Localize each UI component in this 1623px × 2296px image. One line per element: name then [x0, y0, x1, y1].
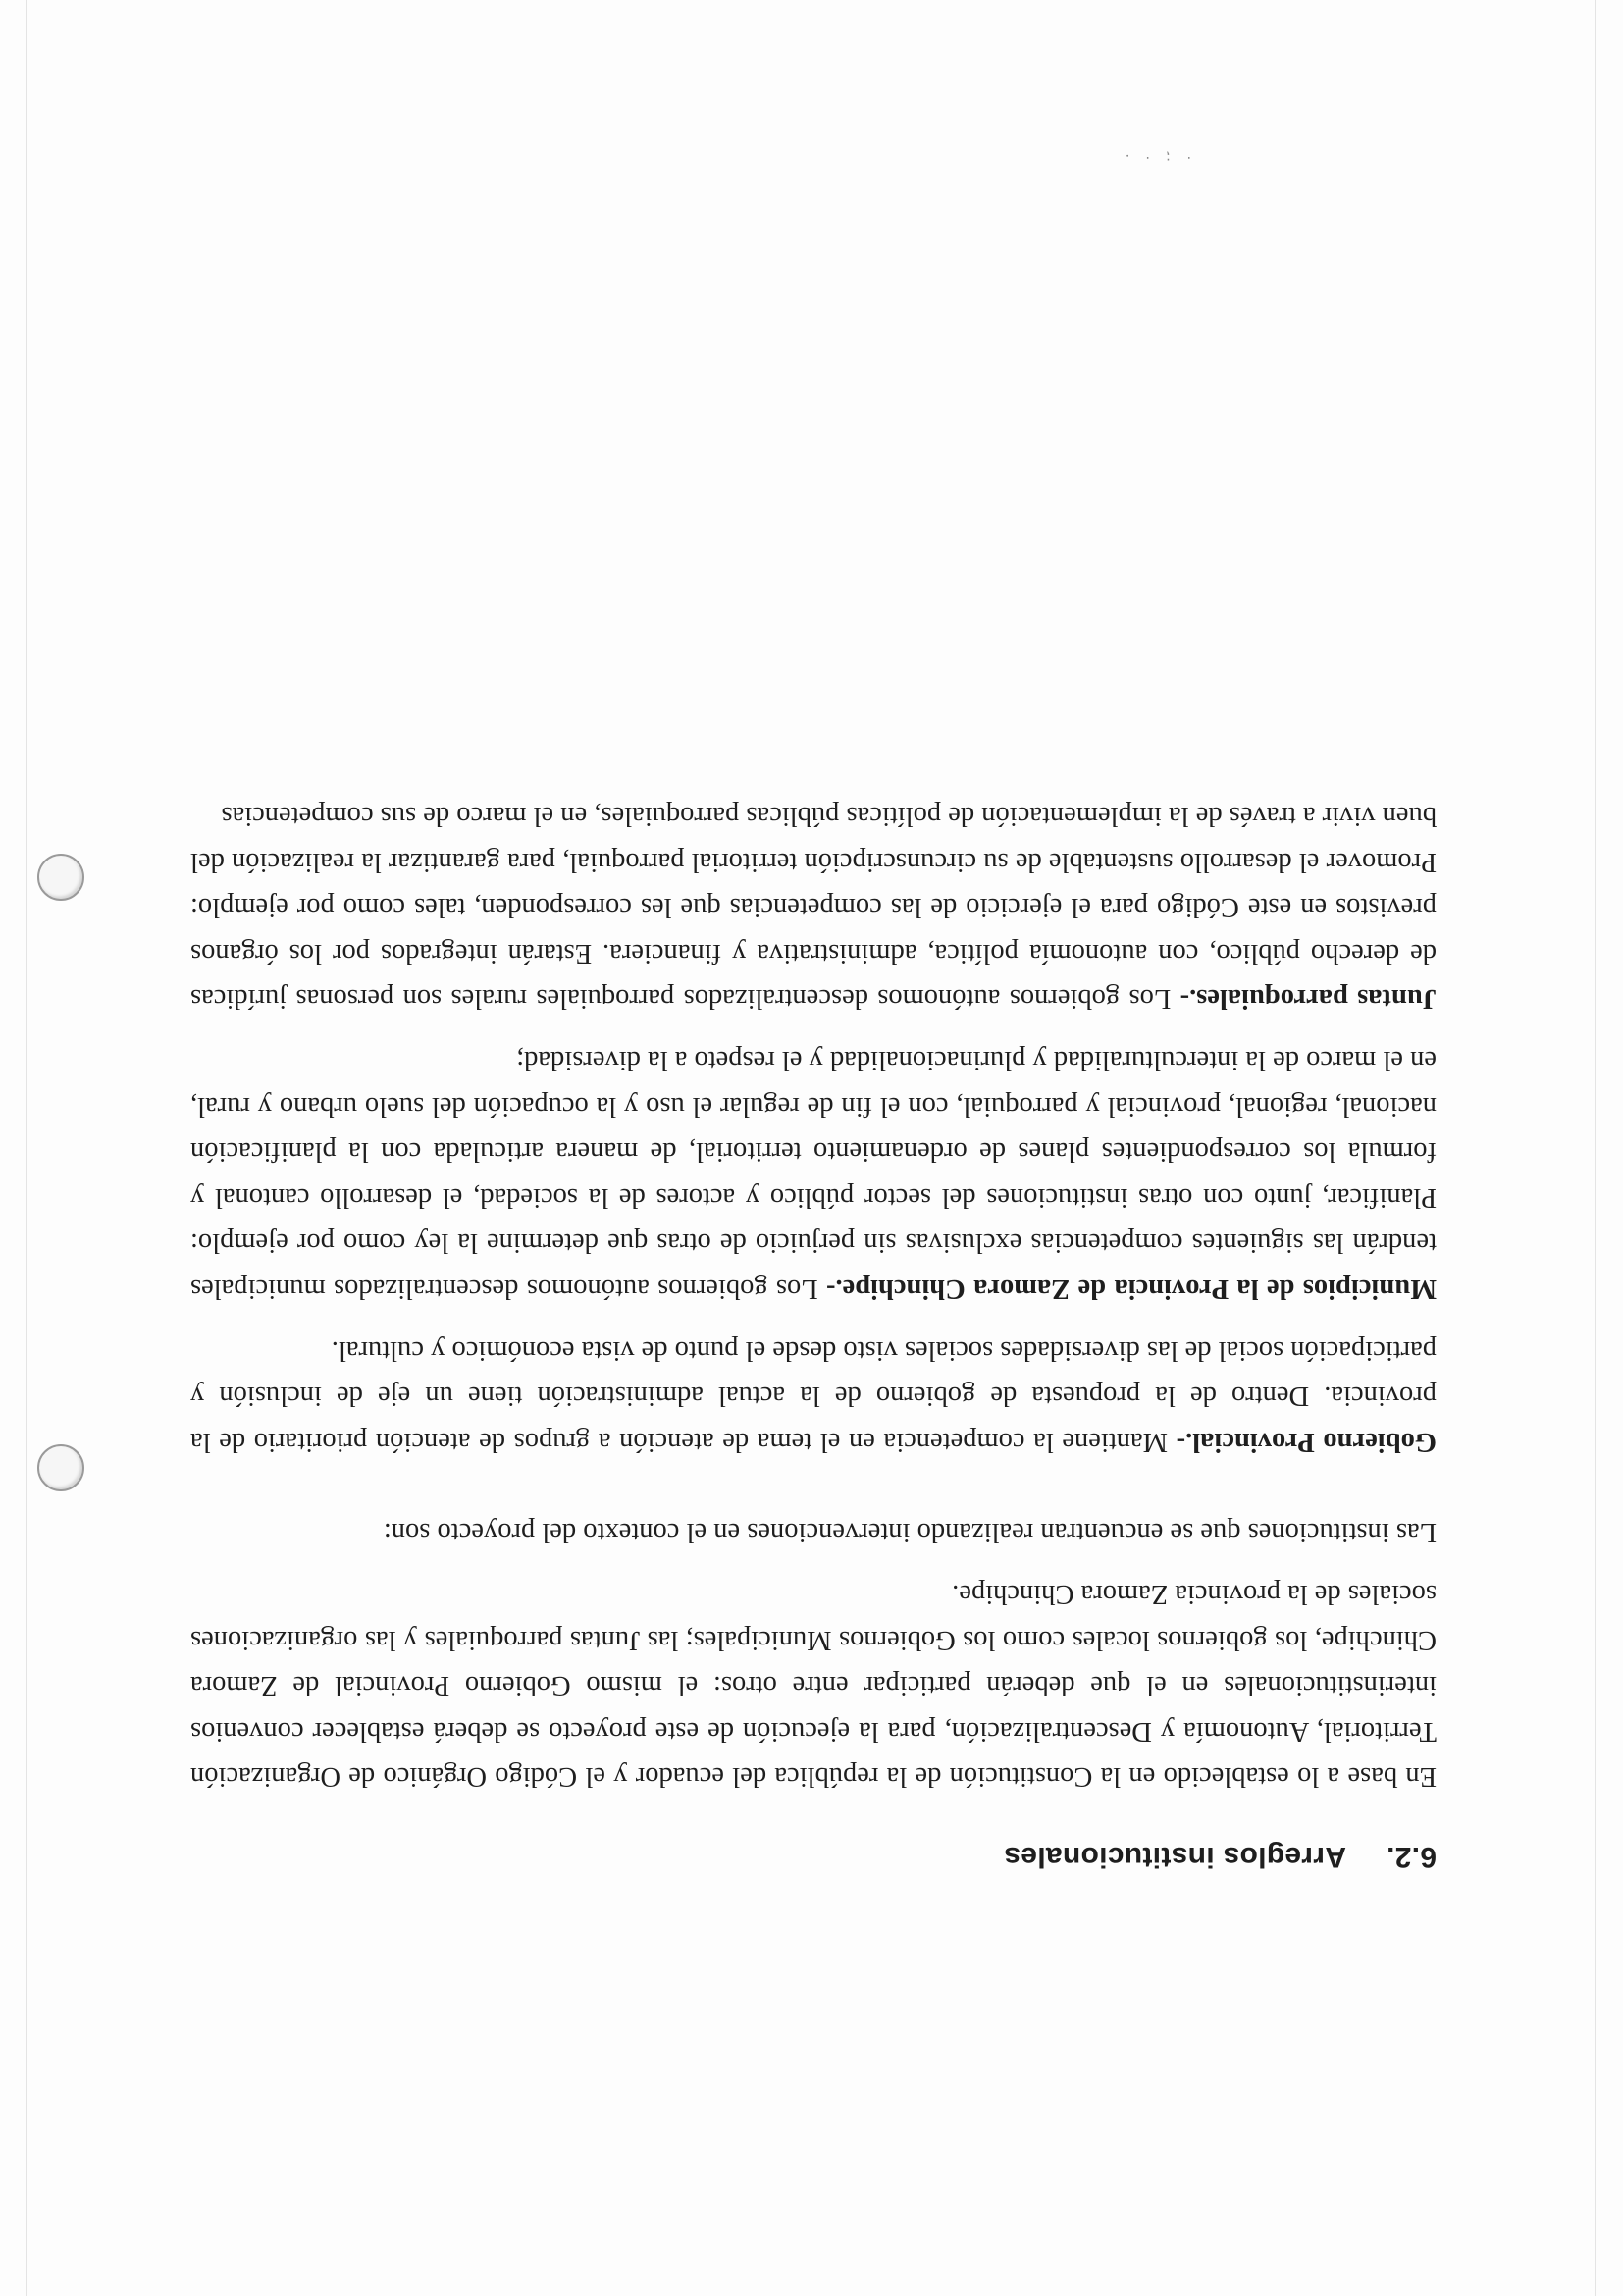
paragraph-parish: [190, 793, 1437, 1021]
section-number: 6.2.: [1386, 1841, 1437, 1873]
binder-hole-bottom: [37, 854, 84, 901]
section-heading: [190, 1833, 1437, 1879]
paragraph-intro: En base a lo establecido en la Constitución de la república del ecuador y el Código Orgánico de Organización Territorial, Autonomía y Descentralización, para la ejecución de este proyecto se deberá establecer convenios interinstitucionales en el que deberán participar entre otros: el mismo Gobierno Provincial de Zamora Chinchipe, los gobiernos locales como los Gobiernos Municipales; las Juntas parroquiales y las organizaciones sociales de la provincia Zamora Chinchipe.: [190, 1579, 1437, 1793]
municipal-text: Los gobiernos autónomos descentralizados municipales tendrán las siguientes competencias exclusivas sin perjuicio de otras que determine la ley como por ejemplo: Planificar, junto con otras instituciones del sector público y actores de la sociedad, el desarrollo cantonal y formula los correspondientes planes de ordenamiento territorial, de manera articulada con la planificación nacional, regional, provincial y parroquial, con el fin de regular el uso y la ocupación del suelo urbano y rural, en el marco de la interculturalidad y plurinacionalidad y el respeto a la diversidad;: [190, 1045, 1437, 1305]
paragraph-provincial: [190, 1327, 1437, 1464]
page-edge-line: [1595, 0, 1596, 2296]
provincial-lead: Gobierno Provincial.-: [1176, 1426, 1437, 1457]
parish-text: Los gobiernos autónomos descentralizados parroquiales rurales son personas jurídicas de derecho público, con autonomía política, administrativa y financiera. Estarán integrados por los órganos previstos en este Código para el ejercicio de las competencias que les corresponden, tales como por ejemplo: Promover el desarrollo sustentable de su circunscripción territorial parroquial, para garantizar la realización del buen vivir a través de la implementación de políticas públicas parroquiales, en el marco de sus competencias: [190, 801, 1437, 1015]
provincial-text: Mantiene la competencia en el tema de atención a grupos de atención prioritario de la provincia. Dentro de la propuesta de gobierno de la actual administración tiene un eje de inclusión y participación social de las diversidades sociales visto desde el punto de vista económico y cultural.: [190, 1334, 1437, 1457]
paragraph-municipal: [190, 1037, 1437, 1312]
municipal-lead: Municipios de la Provincia de Zamora Chinchipe.-: [826, 1274, 1437, 1305]
document-body: [190, 777, 1437, 1879]
page-edge-line: [26, 0, 27, 2296]
scan-specks: · ⁏ · ⸳: [1120, 149, 1191, 165]
paragraph-institutions: Las instituciones que se encuentran realizando intervenciones en el contexto del proyecto son:: [383, 1517, 1437, 1548]
section-title: Arreglos institucionales: [1004, 1841, 1346, 1873]
binder-hole-top: [37, 1444, 84, 1491]
parish-lead: Juntas parroquiales.-: [1179, 983, 1437, 1015]
